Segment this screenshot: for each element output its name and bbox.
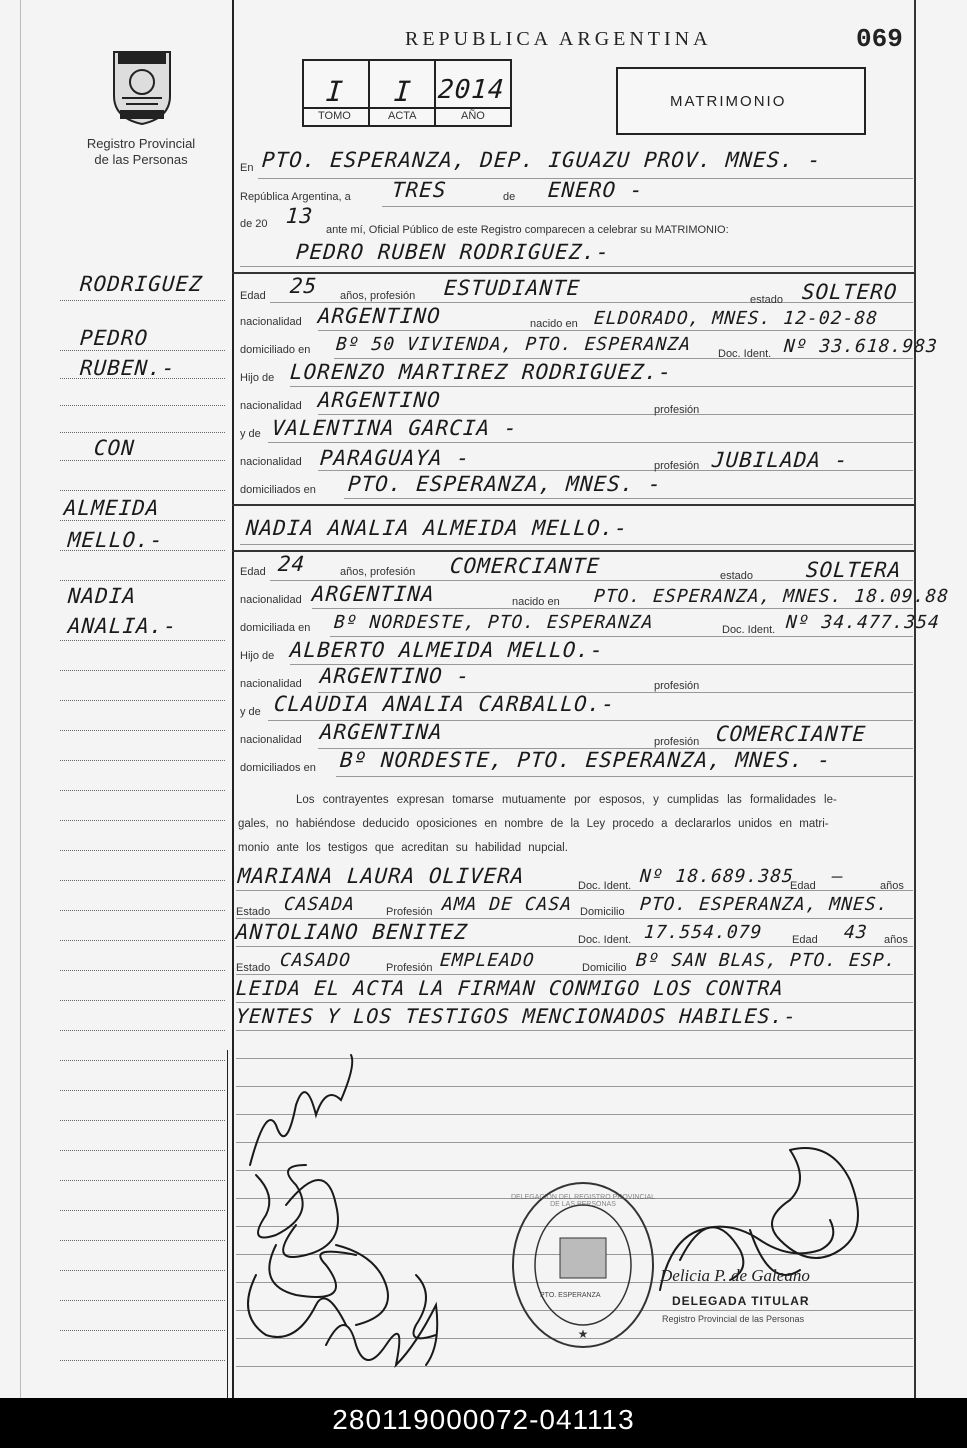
groom-birthplace: ELDORADO, MNES. 12-02-88 bbox=[593, 308, 879, 329]
groom-father-nationality: ARGENTINO bbox=[317, 388, 442, 412]
margin-rule-left bbox=[232, 0, 234, 1398]
bride-profession: COMERCIANTE bbox=[449, 554, 601, 578]
closing-line-1: LEIDA EL ACTA LA FIRMAN CONMIGO LOS CONTRA bbox=[235, 976, 785, 1000]
record-type-label: MATRIMONIO bbox=[670, 93, 787, 110]
margin-connector: CON bbox=[93, 436, 136, 460]
certificate-page: Registro Provincial de las Personas REPUBLICA ARGENTINA 069 I I 2014 TOMO ACTA AÑO MATRIMONIO RODRIGUEZ PEDRO RUBEN.- CON ALMEIDA MELLO.- NADIA ANALIA.- En PTO. ESPERANZA, DEP. IGUAZU PROV. MNES. - República Argentina, a TRES de ENERO - de 20 13 ante mí, Oficial Público de este Registro comparecen a celebrar su MATRIMONIO: PEDRO RUBEN RODRIGUEZ.- Edad 25 años, profesión ESTUDIANTE estado SOLTERO nacionalidad ARGENTINO nacido en ELDORADO, MNES. 12-02-88 domiciliado en Bº 50 VIVIENDA, PTO. ESPERANZA Doc. Ident. Nº 33.618.983 Hijo de LORENZO MARTIREZ RODRIGUEZ.- nacionalidad ARGENTINO profesión y de VALENTINA GARCIA - nacionalidad PARAGUAYA - profesión JUBILADA - domiciliados en PTO. ESPERANZA, MNES. - NADIA ANALIA ALMEIDA MELLO.- Edad 24 años, profesión COMERCIANTE estado SOLTERA nacionalidad ARGENTINA nacido en PTO. ESPERANZA, MNES. 18.09.88 domiciliada en Bº NORDESTE, PTO. ESPERANZA Doc. Ident. Nº 34.477.354 Hijo de ALBERTO ALMEIDA MELLO.- nacionalidad ARGENTINO - profesión y de CLAUDIA ANALIA CARBALLO.- nacionalidad ARGENTINA profesión COMERCIANTE domiciliados en Bº NORDESTE, PTO. ESPERANZA, MNES. - Los contrayentes expresan tomarse mutuamente por esposos, y cumplidas las formalidades le- gales, no habiéndose deducido oposiciones en nombre de la Ley procedo a declararlos unidos en matri- monio ante los testigos que acreditan su habilidad nupcial. MARIANA LAURA OLIVERA Doc. Ident. Nº 18.689.385 Edad — años Estado CASADA Profesión AMA DE CASA Domicilio PTO. ESPERANZA, MNES. ANTOLIANO BENITEZ Doc. Ident. 17.554.079 Edad 43 años Estado CASADO Profesión EMPLEADO Domicilio Bº SAN BLAS, PTO. ESP. LEIDA EL ACTA LA FIRMAN CONMIGO LOS CONTRA YENTES Y LOS TESTIGOS MENCIONADOS HABILES.- ★ DELEGACION DEL REGISTRO PROVINCIAL DE LAS PERSONAS PTO. ESPERANZA Delicia P. de Galeano DELEGADA TITULAR Registro Provincial de las Personas bbox=[0, 0, 967, 1398]
appear-text: ante mí, Oficial Público de este Registro comparecen a celebrar su MATRIMONIO: bbox=[326, 224, 729, 236]
closing-line-2: YENTES Y LOS TESTIGOS MENCIONADOS HABILES.- bbox=[235, 1004, 798, 1028]
groom-name: PEDRO RUBEN RODRIGUEZ.- bbox=[295, 240, 611, 264]
witness-1-domicile: PTO. ESPERANZA, MNES. bbox=[639, 894, 890, 915]
anio-value: 2014 bbox=[436, 75, 506, 105]
registry-name: Registro Provincial de las Personas bbox=[86, 136, 196, 167]
anio-label: AÑO bbox=[461, 110, 485, 122]
margin-given-1-line2: RUBEN.- bbox=[79, 356, 177, 380]
witness-1-age: — bbox=[831, 866, 845, 887]
groom-mother-profession: JUBILADA - bbox=[711, 448, 850, 472]
ceremony-year: 13 bbox=[285, 204, 315, 228]
bride-mother: CLAUDIA ANALIA CARBALLO.- bbox=[273, 692, 616, 716]
province-emblem-icon bbox=[108, 46, 176, 126]
svg-text:★: ★ bbox=[577, 1327, 589, 1341]
bride-name: NADIA ANALIA ALMEIDA MELLO.- bbox=[245, 516, 629, 540]
groom-parents-domicile: PTO. ESPERANZA, MNES. - bbox=[347, 472, 663, 496]
barcode-bar bbox=[0, 1398, 967, 1448]
tomo-value: I bbox=[324, 75, 346, 108]
margin-given-1-line1: PEDRO bbox=[79, 326, 150, 350]
bride-nationality: ARGENTINA bbox=[311, 582, 436, 606]
official-name: Delicia P. de Galeano bbox=[660, 1266, 810, 1285]
bride-birthplace: PTO. ESPERANZA, MNES. 18.09.88 bbox=[593, 586, 950, 607]
official-office: Registro Provincial de las Personas bbox=[662, 1314, 805, 1324]
ceremony-day: TRES bbox=[391, 178, 448, 202]
official-title: DELEGADA TITULAR bbox=[672, 1294, 810, 1308]
bride-mother-nationality: ARGENTINA bbox=[319, 720, 444, 744]
bride-father-nationality: ARGENTINO - bbox=[319, 664, 471, 688]
groom-domicile: Bº 50 VIVIENDA, PTO. ESPERANZA bbox=[335, 334, 692, 355]
ceremony-month: ENERO - bbox=[547, 178, 645, 202]
groom-mother: VALENTINA GARCIA - bbox=[271, 416, 519, 440]
bride-father: ALBERTO ALMEIDA MELLO.- bbox=[289, 638, 605, 662]
page-rule-right bbox=[914, 0, 916, 1398]
acta-label: ACTA bbox=[388, 110, 417, 122]
margin-surname-2-line1: ALMEIDA bbox=[63, 496, 161, 520]
margin-surname-2-line2: MELLO.- bbox=[67, 528, 165, 552]
margin-given-2-line2: ANALIA.- bbox=[67, 614, 178, 638]
groom-nationality: ARGENTINO bbox=[317, 304, 442, 328]
groom-estado: SOLTERO bbox=[801, 280, 899, 304]
groom-mother-nationality: PARAGUAYA - bbox=[319, 446, 471, 470]
acta-value: I bbox=[392, 75, 414, 108]
witness-2-profession: EMPLEADO bbox=[439, 950, 536, 971]
groom-age: 25 bbox=[289, 274, 319, 298]
witness-1-name: MARIANA LAURA OLIVERA bbox=[237, 864, 526, 888]
bride-parents-domicile: Bº NORDESTE, PTO. ESPERANZA, MNES. - bbox=[339, 748, 832, 772]
bride-estado: SOLTERA bbox=[805, 558, 903, 582]
seal-ring-text: DELEGACION DEL REGISTRO PROVINCIAL DE LAS PERSONAS bbox=[510, 1194, 656, 1208]
country-title: REPUBLICA ARGENTINA bbox=[405, 28, 712, 50]
witness-2-domicile: Bº SAN BLAS, PTO. ESP. bbox=[635, 950, 898, 971]
record-type-box bbox=[616, 67, 866, 135]
tomo-label: TOMO bbox=[318, 110, 351, 122]
seal-center-text: PTO. ESPERANZA bbox=[540, 1292, 601, 1299]
declaration-line-3: monio ante los testigos que acreditan su habilidad nupcial. bbox=[238, 842, 568, 854]
groom-father: LORENZO MARTIREZ RODRIGUEZ.- bbox=[289, 360, 673, 384]
page-number: 069 bbox=[856, 24, 903, 54]
declaration-line-1: Los contrayentes expresan tomarse mutuamente por esposos, y cumplidas las formalidades le- bbox=[296, 794, 837, 806]
barcode-number: 280119000072-041113 bbox=[332, 1404, 635, 1435]
witness-2-name: ANTOLIANO BENITEZ bbox=[235, 920, 469, 944]
witness-1-doc: Nº 18.689.385 bbox=[639, 866, 795, 887]
bride-doc: Nº 34.477.354 bbox=[785, 612, 941, 633]
record-index-box bbox=[302, 59, 512, 127]
witness-1-profession: AMA DE CASA bbox=[441, 894, 573, 915]
margin-rule-inner bbox=[227, 1050, 228, 1398]
groom-profession: ESTUDIANTE bbox=[443, 276, 582, 300]
page-edge-left bbox=[20, 0, 21, 1398]
bride-domicile: Bº NORDESTE, PTO. ESPERANZA bbox=[333, 612, 655, 633]
bride-mother-profession: COMERCIANTE bbox=[715, 722, 867, 746]
witness-2-doc: 17.554.079 bbox=[643, 922, 764, 943]
witness-2-estado: CASADO bbox=[279, 950, 352, 971]
margin-surname-1: RODRIGUEZ bbox=[79, 272, 204, 296]
groom-doc: Nº 33.618.983 bbox=[783, 336, 939, 357]
ceremony-place: PTO. ESPERANZA, DEP. IGUAZU PROV. MNES. - bbox=[261, 148, 823, 172]
bride-age: 24 bbox=[277, 552, 307, 576]
witness-2-age: 43 bbox=[843, 922, 869, 943]
witness-1-estado: CASADA bbox=[283, 894, 356, 915]
margin-given-2-line1: NADIA bbox=[67, 584, 138, 608]
contractant-signatures bbox=[236, 1045, 466, 1390]
declaration-line-2: gales, no habiéndose deducido oposiciones en nombre de la Ley procedo a declararlos unidos en matri- bbox=[238, 818, 829, 830]
